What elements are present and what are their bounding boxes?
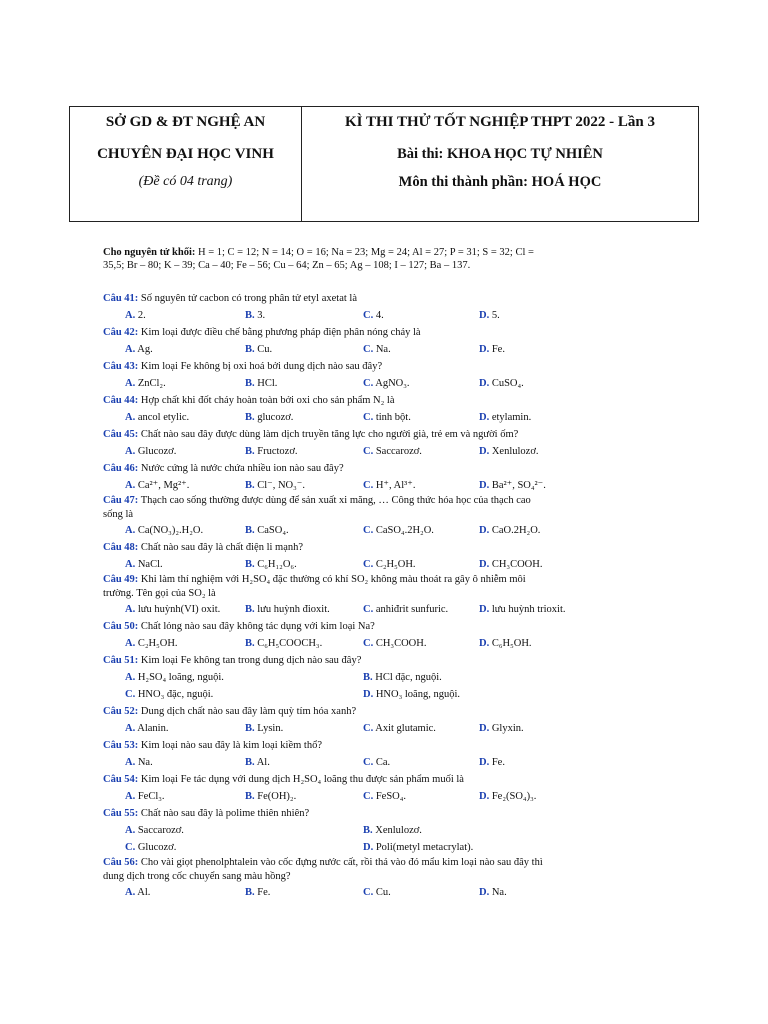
option-text: Glucozơ.	[137, 446, 177, 457]
answer-option[interactable]	[479, 307, 500, 324]
option-letter: A.	[125, 723, 136, 734]
question-number: Câu 51:	[103, 655, 139, 666]
option-text: CH₃COOH.	[491, 559, 543, 570]
option-text: HNO₃ loãng, nguội.	[375, 689, 460, 700]
option-letter: A.	[125, 525, 136, 536]
option-letter: B.	[245, 559, 255, 570]
school-name: CHUYÊN ĐẠI HỌC VINH	[97, 146, 274, 162]
question-text: Nước cứng là nước chứa nhiều ion nào sau đây?	[138, 463, 344, 474]
question-text: Chất nào sau đây là polime thiên nhiên?	[138, 808, 310, 819]
option-text: Fe(OH)₂.	[257, 791, 297, 802]
answer-option[interactable]	[479, 720, 524, 737]
option-letter: D.	[479, 525, 490, 536]
question-text: Chất nào sau đây là chất điện li mạnh?	[138, 542, 304, 553]
answer-option[interactable]	[125, 884, 150, 901]
question-number: Câu 49:	[103, 574, 139, 585]
option-letter: B.	[245, 723, 255, 734]
option-letter: B.	[245, 310, 255, 321]
question-stem	[103, 737, 603, 754]
answer-option[interactable]	[245, 477, 305, 494]
answer-option[interactable]	[363, 556, 416, 573]
option-text: CH₃COOH.	[375, 638, 427, 649]
option-letter: D.	[479, 757, 490, 768]
answer-row	[103, 635, 603, 652]
question-stem	[103, 494, 603, 508]
answer-row	[103, 839, 603, 856]
question	[103, 494, 603, 539]
question	[103, 856, 603, 901]
option-text: C₆H₅OH.	[491, 638, 532, 649]
answer-option[interactable]	[479, 884, 507, 901]
option-letter: B.	[245, 887, 255, 898]
question-list	[103, 290, 603, 901]
answer-option[interactable]	[125, 720, 168, 737]
answer-option[interactable]	[245, 409, 293, 426]
answer-option[interactable]	[363, 720, 436, 737]
question-stem	[103, 392, 603, 409]
option-letter: A.	[125, 672, 136, 683]
atomic-masses	[103, 246, 603, 272]
option-text: Fe.	[491, 344, 505, 355]
answer-option[interactable]	[125, 443, 176, 460]
option-letter: D.	[479, 344, 490, 355]
answer-option[interactable]	[363, 686, 460, 703]
exam-component: Môn thi thành phần: HOÁ HỌC	[398, 174, 602, 190]
question-stem	[103, 358, 603, 375]
option-text: Al.	[256, 757, 270, 768]
answer-option[interactable]	[125, 522, 203, 539]
answer-option[interactable]	[245, 635, 322, 652]
option-letter: C.	[363, 480, 374, 491]
question-number: Câu 47:	[103, 495, 139, 506]
question-stem	[103, 324, 603, 341]
answer-row	[103, 341, 603, 358]
answer-option[interactable]	[125, 556, 163, 573]
option-letter: B.	[245, 638, 255, 649]
option-text: 3.	[257, 310, 266, 321]
option-letter: A.	[125, 757, 136, 768]
option-letter: B.	[363, 672, 373, 683]
answer-row	[103, 477, 603, 494]
question-number: Câu 53:	[103, 740, 139, 751]
exam-header-box	[69, 106, 699, 222]
answer-row	[103, 720, 603, 737]
question-text: Kim loại được điều chế bằng phương pháp điện phân nóng chảy là	[138, 327, 421, 338]
option-text: C₆H₅COOCH₃.	[257, 638, 323, 649]
option-letter: C.	[125, 689, 136, 700]
question	[103, 703, 603, 737]
option-letter: D.	[363, 689, 374, 700]
option-letter: D.	[363, 842, 374, 853]
option-text: HCl đặc, nguội.	[375, 672, 442, 683]
option-text: CaO.2H₂O.	[491, 525, 541, 536]
question-number: Câu 42:	[103, 327, 139, 338]
option-text: 4.	[375, 310, 384, 321]
question-stem	[103, 618, 603, 635]
question-stem	[103, 573, 603, 587]
question-number: Câu 48:	[103, 542, 139, 553]
answer-option[interactable]	[125, 635, 178, 652]
answer-option[interactable]	[245, 601, 330, 618]
option-letter: B.	[245, 378, 255, 389]
question-number: Câu 44:	[103, 395, 139, 406]
answer-row	[103, 822, 603, 839]
option-text: AgNO₃.	[375, 378, 410, 389]
atomic-masses-line-1: H = 1; C = 12; N = 14; O = 16; Na = 23; Mg = 24; Al = 27; P = 31; S = 32; Cl =	[195, 247, 534, 258]
option-text: lưu huỳnh(VI) oxit.	[137, 604, 221, 615]
answer-row	[103, 884, 603, 901]
option-text: HCl.	[257, 378, 278, 389]
option-text: Fe.	[491, 757, 505, 768]
answer-option[interactable]	[479, 443, 539, 460]
option-text: Cl⁻, NO₃⁻.	[257, 480, 305, 491]
option-text: Xenlulozơ.	[491, 446, 539, 457]
answer-row	[103, 556, 603, 573]
option-text: Lysin.	[257, 723, 284, 734]
answer-option[interactable]	[245, 341, 272, 358]
question-stem	[103, 805, 603, 822]
answer-option[interactable]	[363, 409, 411, 426]
option-text: ancol etylic.	[137, 412, 190, 423]
option-letter: C.	[363, 344, 374, 355]
option-text: FeCl₃.	[137, 791, 165, 802]
option-text: lưu huỳnh đioxit.	[257, 604, 330, 615]
answer-option[interactable]	[363, 788, 406, 805]
question-text: Hợp chất khi đốt cháy hoàn toàn bởi oxi cho sản phẩm N₂ là	[138, 395, 395, 406]
option-text: Cu.	[257, 344, 273, 355]
answer-option[interactable]	[479, 754, 505, 771]
option-letter: A.	[125, 446, 136, 457]
option-text: Ca²⁺, Mg²⁺.	[137, 480, 190, 491]
option-text: anhiđrit sunfuric.	[375, 604, 449, 615]
answer-option[interactable]	[363, 822, 422, 839]
option-letter: C.	[363, 378, 374, 389]
answer-option[interactable]	[125, 601, 220, 618]
answer-row	[103, 669, 603, 686]
question-stem	[103, 856, 603, 870]
answer-option[interactable]	[125, 307, 146, 324]
option-letter: A.	[125, 480, 136, 491]
option-letter: C.	[363, 412, 374, 423]
option-text: Na.	[375, 344, 391, 355]
page-count-note: (Đề có 04 trang)	[138, 174, 233, 189]
answer-option[interactable]	[363, 754, 390, 771]
option-letter: D.	[479, 887, 490, 898]
question-text: Kim loại Fe không tan trong dung dịch nào sau đây?	[138, 655, 362, 666]
question-stem	[103, 460, 603, 477]
answer-option[interactable]	[245, 754, 270, 771]
option-text: Fructozơ.	[257, 446, 298, 457]
answer-option[interactable]	[479, 601, 566, 618]
option-text: tinh bột.	[375, 412, 411, 423]
question-text: Thạch cao sống thường được dùng để sản xuất xi măng, … Công thức hóa học của thạch cao	[138, 495, 531, 506]
question-number: Câu 41:	[103, 293, 139, 304]
answer-option[interactable]	[363, 307, 384, 324]
option-text: C₂H₅OH.	[375, 559, 416, 570]
answer-option[interactable]	[125, 669, 224, 686]
question-number: Câu 43:	[103, 361, 139, 372]
answer-option[interactable]	[245, 443, 298, 460]
answer-option[interactable]	[125, 788, 165, 805]
option-letter: A.	[125, 604, 136, 615]
option-letter: A.	[125, 825, 136, 836]
answer-option[interactable]	[363, 884, 391, 901]
answer-option[interactable]	[125, 822, 184, 839]
question-number: Câu 45:	[103, 429, 139, 440]
answer-option[interactable]	[245, 307, 265, 324]
question-number: Câu 52:	[103, 706, 139, 717]
option-letter: A.	[125, 378, 136, 389]
option-letter: D.	[479, 791, 490, 802]
question-number: Câu 46:	[103, 463, 139, 474]
option-text: Glucozơ.	[137, 842, 177, 853]
answer-row	[103, 601, 603, 618]
option-text: CaSO₄.	[257, 525, 289, 536]
answer-option[interactable]	[479, 635, 532, 652]
answer-option[interactable]	[363, 839, 473, 856]
option-text: ZnCl₂.	[137, 378, 166, 389]
answer-option[interactable]	[363, 669, 442, 686]
option-letter: A.	[125, 887, 136, 898]
option-text: CaSO₄.2H₂O.	[375, 525, 434, 536]
answer-option[interactable]	[245, 788, 296, 805]
exam-content	[103, 246, 603, 901]
answer-option[interactable]	[479, 409, 531, 426]
question-text-continued: sống là	[103, 509, 134, 520]
option-text: H⁺, Al³⁺.	[375, 480, 416, 491]
option-text: C₆H₁₂O₆.	[257, 559, 297, 570]
answer-option[interactable]	[125, 341, 153, 358]
option-letter: A.	[125, 344, 136, 355]
answer-option[interactable]	[363, 601, 448, 618]
question-text-continued: trường. Tên gọi của SO₂ là	[103, 588, 216, 599]
option-text: lưu huỳnh trioxit.	[491, 604, 566, 615]
option-text: Ca.	[375, 757, 391, 768]
option-letter: B.	[245, 757, 255, 768]
answer-option[interactable]	[479, 556, 542, 573]
option-letter: D.	[479, 604, 490, 615]
answer-option[interactable]	[479, 477, 546, 494]
question	[103, 771, 603, 805]
option-letter: B.	[245, 525, 255, 536]
question-text: Khi làm thí nghiệm với H₂SO₄ đặc thường có khí SO₂ không màu thoát ra gây ô nhiễm môi	[138, 574, 526, 585]
option-text: Na.	[491, 887, 507, 898]
option-letter: D.	[479, 480, 490, 491]
question	[103, 392, 603, 426]
option-letter: B.	[245, 446, 255, 457]
option-letter: C.	[363, 310, 374, 321]
answer-option[interactable]	[479, 788, 536, 805]
question-stem	[103, 652, 603, 669]
option-text: Al.	[137, 887, 151, 898]
option-text: Cu.	[375, 887, 391, 898]
answer-row	[103, 754, 603, 771]
option-text: Saccarozơ.	[137, 825, 184, 836]
answer-row	[103, 522, 603, 539]
answer-option[interactable]	[479, 375, 524, 392]
question-text: Dung dịch chất nào sau đây làm quỳ tím hóa xanh?	[138, 706, 357, 717]
question	[103, 324, 603, 358]
question-stem	[103, 771, 603, 788]
option-text: CuSO₄.	[491, 378, 524, 389]
answer-option[interactable]	[125, 754, 153, 771]
question-text: Chất lỏng nào sau đây không tác dụng với kim loại Na?	[138, 621, 375, 632]
option-text: etylamin.	[491, 412, 532, 423]
option-letter: A.	[125, 638, 136, 649]
option-text: Xenlulozơ.	[375, 825, 422, 836]
option-letter: C.	[363, 446, 374, 457]
option-letter: A.	[125, 791, 136, 802]
question-text: Số nguyên tử cacbon có trong phân tử etyl axetat là	[138, 293, 357, 304]
option-text: Ag.	[137, 344, 153, 355]
option-text: H₂SO₄ loãng, nguội.	[137, 672, 224, 683]
option-letter: C.	[363, 559, 374, 570]
answer-option[interactable]	[245, 884, 270, 901]
question	[103, 805, 603, 856]
option-letter: D.	[479, 310, 490, 321]
option-letter: C.	[363, 604, 374, 615]
answer-option[interactable]	[125, 477, 189, 494]
answer-option[interactable]	[479, 341, 505, 358]
question	[103, 737, 603, 771]
option-text: 2.	[137, 310, 146, 321]
atomic-masses-label: Cho nguyên tử khối:	[103, 247, 196, 258]
question	[103, 539, 603, 573]
school-info	[70, 107, 302, 221]
option-letter: B.	[245, 344, 255, 355]
answer-option[interactable]	[245, 522, 289, 539]
option-text: Fe₂(SO₄)₃.	[491, 791, 537, 802]
option-text: HNO₃ đặc, nguội.	[137, 689, 214, 700]
question-text-continued: dung dịch trong cốc chuyển sang màu hồng?	[103, 871, 291, 882]
question-text: Kim loại Fe tác dụng với dung dịch H₂SO₄ loãng thu được sản phẩm muối là	[138, 774, 464, 785]
question	[103, 573, 603, 618]
option-text: NaCl.	[137, 559, 163, 570]
option-letter: D.	[479, 638, 490, 649]
option-text: Alanin.	[137, 723, 169, 734]
option-letter: B.	[245, 604, 255, 615]
question	[103, 460, 603, 494]
department-name: SỞ GD & ĐT NGHỆ AN	[105, 114, 266, 130]
answer-option[interactable]	[363, 341, 391, 358]
answer-option[interactable]	[479, 522, 540, 539]
question-text: Kim loại Fe không bị oxi hoá bởi dung dịch nào sau đây?	[138, 361, 383, 372]
answer-option[interactable]	[363, 375, 410, 392]
answer-option[interactable]	[125, 409, 189, 426]
option-letter: D.	[479, 723, 490, 734]
answer-option[interactable]	[125, 375, 166, 392]
answer-row	[103, 409, 603, 426]
option-text: Poli(metyl metacrylat).	[375, 842, 474, 853]
exam-subject: Bài thi: KHOA HỌC TỰ NHIÊN	[397, 146, 603, 162]
option-text: Axit glutamic.	[375, 723, 436, 734]
option-text: Fe.	[257, 887, 271, 898]
option-letter: A.	[125, 310, 136, 321]
option-text: FeSO₄.	[375, 791, 407, 802]
option-letter: D.	[479, 412, 490, 423]
option-letter: B.	[245, 412, 255, 423]
option-text: Glyxin.	[491, 723, 524, 734]
answer-option[interactable]	[245, 720, 283, 737]
answer-option[interactable]	[245, 375, 277, 392]
question-stem	[103, 703, 603, 720]
option-letter: A.	[125, 559, 136, 570]
option-text: Na.	[137, 757, 153, 768]
option-text: 5.	[491, 310, 500, 321]
exam-info	[302, 107, 698, 221]
exam-title: KÌ THI THỬ TỐT NGHIỆP THPT 2022 - Lần 3	[345, 114, 655, 130]
option-letter: C.	[125, 842, 136, 853]
option-text: Ca(NO₃)₂.H₂O.	[137, 525, 204, 536]
answer-option[interactable]	[363, 635, 426, 652]
question	[103, 652, 603, 703]
question-text: Cho vài giọt phenolphtalein vào cốc đựng nước cất, rồi thả vào đó mẩu kim loại nào sau đây thì	[138, 857, 543, 868]
option-letter: C.	[363, 638, 374, 649]
option-letter: C.	[363, 757, 374, 768]
question-number: Câu 54:	[103, 774, 139, 785]
answer-option[interactable]	[125, 686, 213, 703]
option-letter: D.	[479, 378, 490, 389]
answer-row	[103, 788, 603, 805]
answer-row	[103, 443, 603, 460]
option-letter: C.	[363, 887, 374, 898]
option-letter: D.	[479, 559, 490, 570]
option-letter: C.	[363, 723, 374, 734]
option-letter: C.	[363, 791, 374, 802]
option-text: C₂H₅OH.	[137, 638, 178, 649]
question-text: Chất nào sau đây được dùng làm dịch truyền tăng lực cho người già, trẻ em và người ốm?	[138, 429, 519, 440]
question-stem	[103, 290, 603, 307]
answer-option[interactable]	[125, 839, 176, 856]
answer-option[interactable]	[363, 522, 434, 539]
question-stem	[103, 426, 603, 443]
option-letter: A.	[125, 412, 136, 423]
option-letter: C.	[363, 525, 374, 536]
option-text: Saccarozơ.	[375, 446, 422, 457]
atomic-masses-line-2: 35,5; Br – 80; K – 39; Ca – 40; Fe – 56; Cu – 64; Zn – 65; Ag – 108; I – 127; Ba – 137.	[103, 260, 471, 271]
answer-row	[103, 375, 603, 392]
question	[103, 618, 603, 652]
question	[103, 358, 603, 392]
answer-row	[103, 686, 603, 703]
option-letter: B.	[245, 791, 255, 802]
question-number: Câu 55:	[103, 808, 139, 819]
question	[103, 426, 603, 460]
option-letter: B.	[363, 825, 373, 836]
question	[103, 290, 603, 324]
answer-option[interactable]	[245, 556, 297, 573]
option-text: glucozơ.	[257, 412, 294, 423]
question-text: Kim loại nào sau đây là kim loại kiềm thổ?	[138, 740, 323, 751]
answer-option[interactable]	[363, 477, 415, 494]
question-number: Câu 56:	[103, 857, 139, 868]
option-letter: D.	[479, 446, 490, 457]
option-text: Ba²⁺, SO₄²⁻.	[491, 480, 546, 491]
question-number: Câu 50:	[103, 621, 139, 632]
question-stem	[103, 539, 603, 556]
answer-option[interactable]	[363, 443, 422, 460]
answer-row	[103, 307, 603, 324]
option-letter: B.	[245, 480, 255, 491]
